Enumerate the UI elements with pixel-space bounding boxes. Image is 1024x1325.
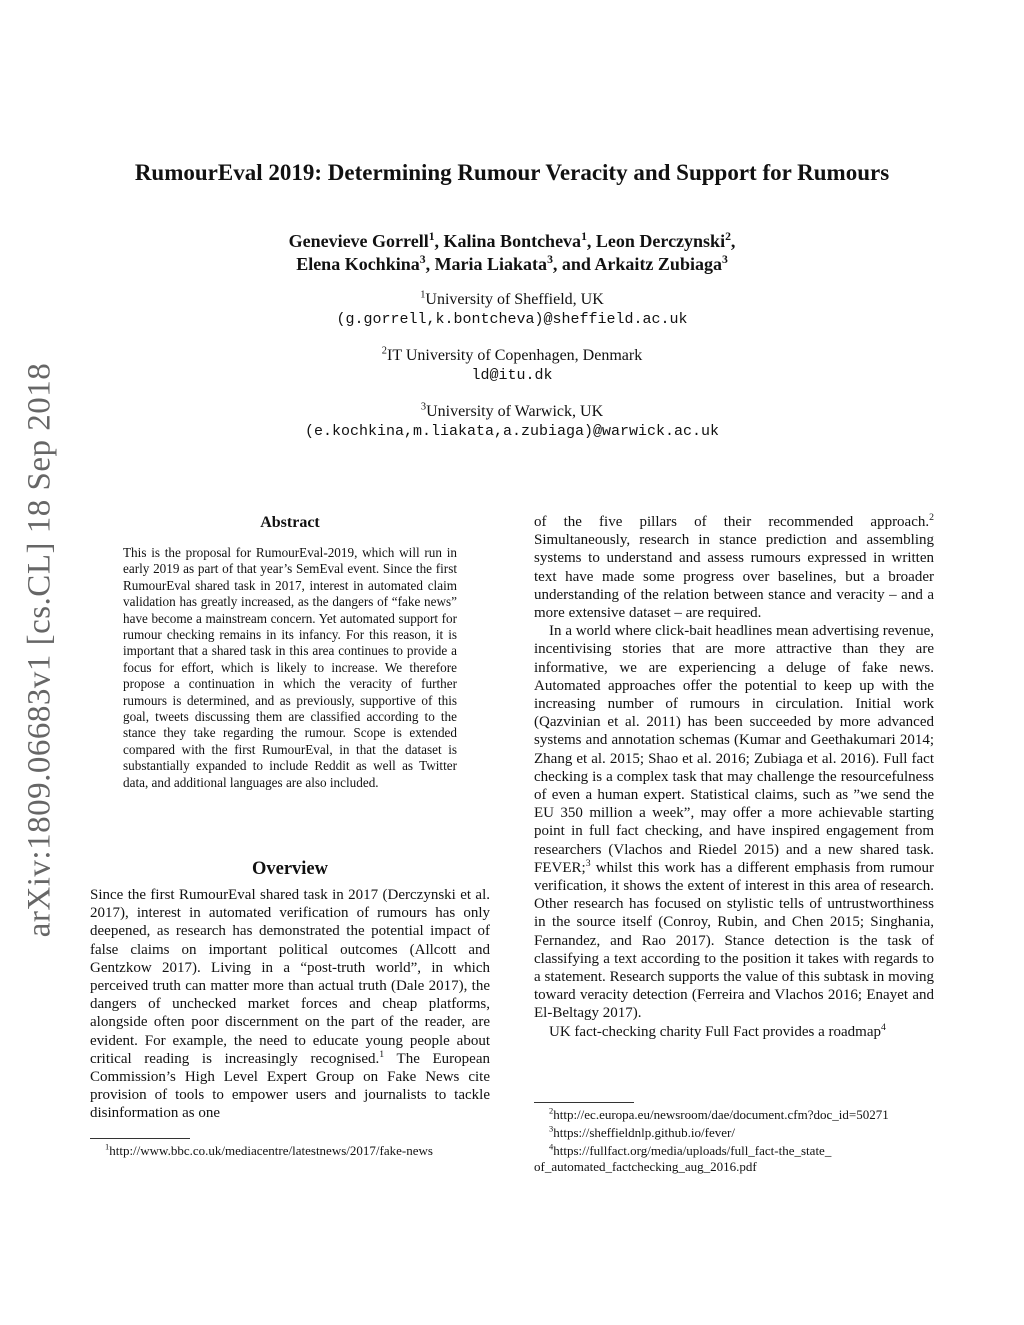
paragraph-text: Simultaneously, research in stance prediction and assembling systems to understand and assess rumours expressed in written text have made some progress over baselines, but a broader understanding of the relation between stance and veracity – and a more extensive dataset – are required. [534,532,934,622]
paragraph-text: UK fact-checking charity Full Fact provides a roadmap [549,1023,881,1040]
overview-paragraph [90,886,490,1123]
footnote-text: https://sheffieldnlp.github.io/fever/ [553,1125,735,1140]
author-affil-sup: 2 [725,230,731,243]
affiliation-name: IT University of Copenhagen, Denmark [387,347,643,364]
overview-heading: Overview [251,859,329,879]
affiliation-email: (g.gorrell,k.bontcheva)@sheffield.ac.uk [336,311,688,328]
affiliation-email: (e.kochkina,m.liakata,a.zubiaga)@warwick.ac.uk [304,423,720,440]
footnote-3 [534,1125,954,1141]
affiliation-name: University of Sheffield, UK [425,291,604,308]
author-name: Kalina Bontcheva [443,231,582,251]
author-separator: , [586,231,596,251]
author-line-1 [0,230,1024,253]
author-name: Leon Derczynski [595,231,726,251]
affiliation-name: University of Warwick, UK [426,403,604,420]
author-separator: , [434,231,444,251]
author-affil-sup: 1 [581,230,587,243]
paper-title: RumourEval 2019: Determining Rumour Veracity and Support for Rumours [134,160,890,185]
footnote-number: 4 [549,1141,554,1152]
affiliation-sup: 1 [420,289,426,301]
author-name: Maria Liakata [434,254,548,274]
paragraph-text: In a world where click-bait headlines mean advertising revenue, incentivising stories that are more attractive than they are informative, we are experiencing a deluge of fake news. Automated approaches offer the potential to keep up with the increasing number of rumours in circulation. Initial work (Qazvinian et al. 2011) has been succeeded by more advanced systems and annotation schemas (Kumar and Geethakumari 2014; Zhang et al. 2015; Shao et al. 2016; Zubiaga et al. 2016). Full fact checking is a complex task that may challenge the resourcefulness of even a human expert. Statistical claims, such as ”we send the EU 350 million a week”, may offer a more achievable starting point in full fact checking, and have inspired engagement from researchers (Vlachos and Riedel 2015) and a new shared task. FEVER; [534,623,934,876]
left-column-body [90,886,490,1123]
footnote-marker: 2 [929,512,934,523]
author-affil-sup: 1 [428,230,435,243]
paragraph-text: whilst this work has a different emphasis from rumour verification, it shows the extent of interest in this area of research. Other research has focused on stylistic tells of untrustworthiness in the source itself (Conroy, Rubin, and Chen 2015; Singhania, Fernandez, and Rao 2017). Stance detection is the task of classifying a text according to the position it takes with regards to a statement. Research supports the value of this subtask in moving toward veracity detection (Ferreira and Vlachos 2016; Enayet and El-Beltagy 2017). [534,859,934,1022]
footnote-marker: 3 [585,857,591,869]
arxiv-identifier-text: arXiv:1809.06683v1 [cs.CL] 18 Sep 2018 [21,362,58,938]
footnote-marker: 4 [880,1021,886,1033]
footnote-text: https://fullfact.org/media/uploads/full_fact-the_state_of_automated_factchecking_aug_2016.pdf [534,1143,832,1174]
footnote-marker: 1 [379,1048,385,1060]
affiliation-1 [0,290,1024,330]
paragraph-text: Since the first RumourEval shared task in 2017 (Derczynski et al. 2017), interest in automated verification of rumours has only deepened, as research has demonstrated the potential impact of false claims on important political outcomes (Allcott and Gentzkow 2017). Living in a “post-truth world”, in which perceived truth can matter more than actual truth (Dale 2017), the dangers of unchecked market forces and cheap platforms, alongside often poor discernment on the part of the reader, are evident. For example, the need to educate young people about critical reading is increasingly recognised. [90,887,490,1067]
author-name: Genevieve Gorrell [288,231,429,251]
abstract-text: This is the proposal for RumourEval-2019, which will run in early 2019 as part of that year’s SemEval event. Since the first RumourEval shared task in 2017, interest in automated claim validation has greatly increased, as the dangers of “fake news” have become a mainstream concern. Yet automated support for rumour checking remains in its infancy. For this reason, it is important that a shared task in this area continues to provide a focus for effort, which is likely to increase. We therefore propose a continuation in which the veracity of further rumours is determined, and as previously, supportive of this goal, tweets discussing them are classified according to the stance they take regarding the rumour. Scope is extended compared with the first RumourEval, in that the dataset is substantially expanded to include Reddit as well as Twitter data, and additional languages are also included. [123,545,457,790]
footnote-4 [534,1143,834,1175]
affiliation-3 [0,402,1024,442]
author-separator: , and [552,254,595,274]
footnote-1 [90,1143,490,1159]
author-separator: , [730,231,736,251]
author-name: Elena Kochkina [296,254,420,274]
footnote-number: 2 [549,1105,554,1116]
paragraph-text: The European Commission’s High Level Expert Group on Fake News cite provision of tools to empower users and journalists to tackle disinformation as one [90,1050,490,1122]
affiliation-sup: 3 [420,401,427,413]
author-list [0,230,1024,276]
footnote-2 [534,1107,954,1123]
body-paragraph [534,1023,934,1041]
author-name: Arkaitz Zubiaga [594,254,722,274]
author-affil-sup: 3 [547,253,553,266]
body-paragraph [534,622,934,1022]
author-separator: , [425,254,435,274]
footnote-number: 3 [549,1123,554,1134]
footnote-rule [534,1102,634,1103]
footnote-text: http://ec.europa.eu/newsroom/dae/document.cfm?doc_id=50271 [553,1107,889,1122]
footnote-rule [90,1138,190,1139]
author-affil-sup: 3 [419,253,426,266]
abstract-heading: Abstract [260,514,320,531]
affiliation-2 [0,346,1024,386]
author-affil-sup: 3 [721,253,728,266]
footnote-number: 1 [105,1141,110,1152]
right-column-body [534,513,934,1041]
paragraph-text: of the five pillars of their recommended approach. [534,514,930,530]
body-paragraph [534,513,934,622]
affiliation-email: ld@itu.dk [471,367,553,384]
footnote-text: http://www.bbc.co.uk/mediacentre/latestnews/2017/fake-news [109,1143,433,1158]
affiliation-sup: 2 [381,345,387,357]
author-line-2 [0,253,1024,276]
